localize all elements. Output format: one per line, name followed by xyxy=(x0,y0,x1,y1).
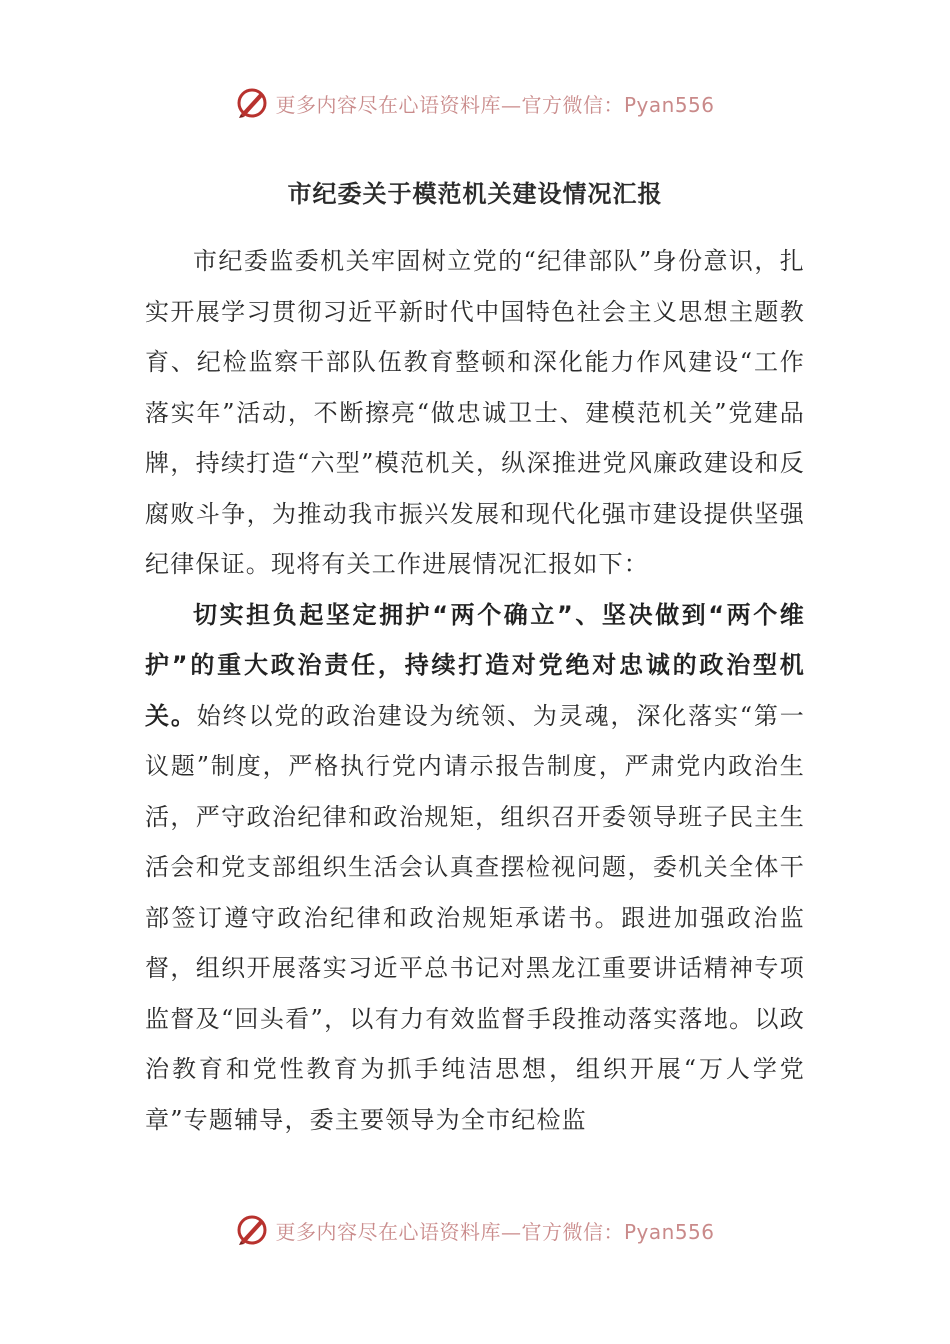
banner-text xyxy=(275,89,714,118)
pen-logo-icon xyxy=(235,86,269,120)
document-title: 市纪委关于模范机关建设情况汇报 xyxy=(287,180,663,208)
document-body xyxy=(145,236,805,1145)
pen-logo-icon xyxy=(235,1213,269,1247)
banner-wechat-id: Pyan556 xyxy=(623,92,715,117)
footer-banner xyxy=(0,1210,950,1250)
banner-text xyxy=(275,1216,714,1245)
banner-text-cn: 更多内容尽在心语资料库—官方微信： xyxy=(275,1219,624,1244)
banner-text-cn: 更多内容尽在心语资料库—官方微信： xyxy=(275,92,624,117)
section-1-heading: 切实担负起坚定拥护“两个确立”、坚决做到“两个维护”的重大政治责任，持续打造对党绝对忠诚的政治型机关。 xyxy=(145,600,805,730)
banner-wechat-id: Pyan556 xyxy=(623,1219,715,1244)
intro-paragraph: 市纪委监委机关牢固树立党的“纪律部队”身份意识，扎实开展学习贯彻习近平新时代中国特色社会主义思想主题教育、纪检监察干部队伍教育整顿和深化能力作风建设“工作落实年”活动，不断擦亮“做忠诚卫士、建模范机关”党建品牌，持续打造“六型”模范机关，纵深推进党风廉政建设和反腐败斗争，为推动我市振兴发展和现代化强市建设提供坚强纪律保证。现将有关工作进展情况汇报如下： xyxy=(145,247,805,578)
section-1-body: 始终以党的政治建设为统领、为灵魂，深化落实“第一议题”制度，严格执行党内请示报告制度，严肃党内政治生活，严守政治纪律和政治规矩，组织召开委领导班子民主生活会和党支部组织生活会认真查摆检视问题，委机关全体干部签订遵守政治纪律和政治规矩承诺书。跟进加强政治监督，组织开展落实习近平总书记对黑龙江重要讲话精神专项监督及“回头看”，以有力有效监督手段推动落实落地。以政治教育和党性教育为抓手纯洁思想，组织开展“万人学党章”专题辅导，委主要领导为全市纪检监 xyxy=(145,701,805,1134)
section-1-paragraph xyxy=(145,590,805,1146)
header-banner xyxy=(0,83,950,123)
